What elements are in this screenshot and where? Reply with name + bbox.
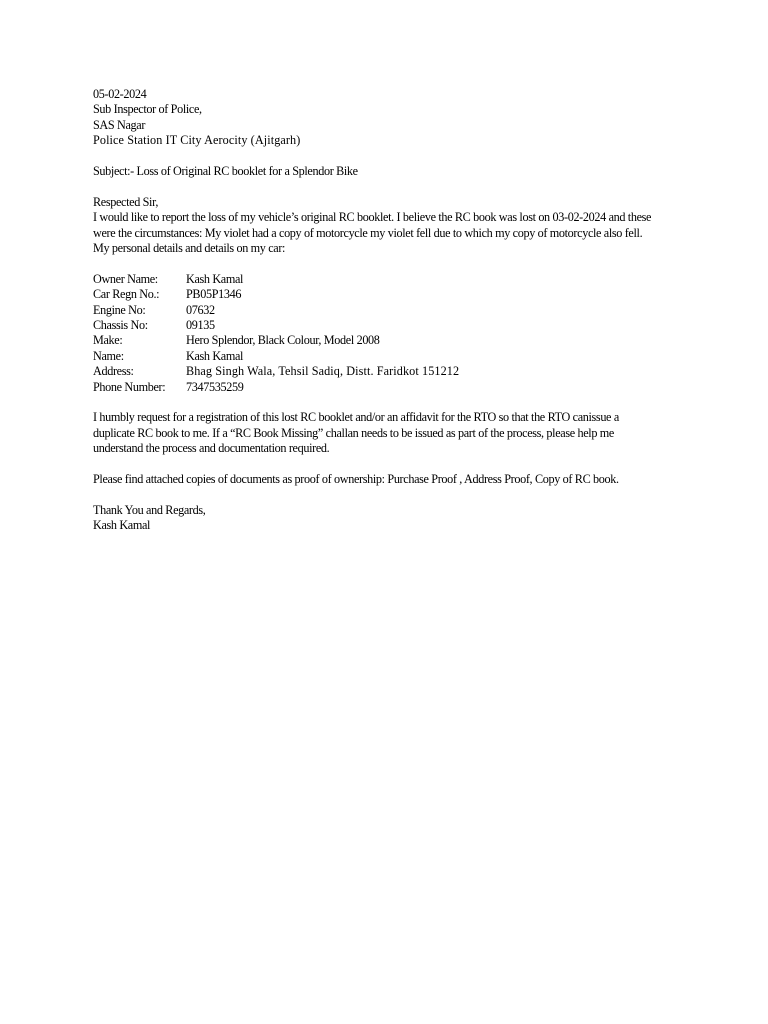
spacer xyxy=(93,395,663,410)
detail-row-chassis-no xyxy=(93,318,663,333)
letter-date: 05-02-2024 xyxy=(93,87,147,101)
detail-row-address xyxy=(93,364,663,379)
detail-value: Hero Splendor, Black Colour, Model 2008 xyxy=(186,333,380,348)
detail-label: Engine No: xyxy=(93,302,146,317)
detail-row-name xyxy=(93,349,663,364)
detail-value: 7347535259 xyxy=(186,379,244,394)
detail-row-make xyxy=(93,333,663,348)
detail-row-phone xyxy=(93,380,663,395)
spacer xyxy=(93,149,663,164)
spacer xyxy=(93,256,663,271)
detail-label: Address: xyxy=(93,364,134,379)
body-paragraph-2: I humbly request for a registration of this lost RC booklet and/or an affidavit for the RTO so that the RTO canissue a duplicate RC book to me. If a “RC Book Missing” challan needs to be issued as part of the process, please help me understand the process and documentation required. xyxy=(93,410,619,456)
detail-label: Phone Number: xyxy=(93,379,166,394)
detail-row-engine-no xyxy=(93,303,663,318)
detail-value: 07632 xyxy=(186,302,215,317)
detail-label: Name: xyxy=(93,348,124,363)
details-intro: My personal details and details on my car: xyxy=(93,241,286,256)
details-list xyxy=(93,272,663,395)
detail-value: Kash Kamal xyxy=(186,271,244,286)
recipient-location: SAS Nagar xyxy=(93,117,146,132)
detail-value: 09135 xyxy=(186,318,215,333)
detail-value: Kash Kamal xyxy=(186,348,244,363)
letter-subject: Subject:- Loss of Original RC booklet for a Splendor Bike xyxy=(93,164,358,179)
body-paragraph-1: I would like to report the loss of my vehicle’s original RC booklet. I believe the RC book was lost on 03-02-2024 and these were the circumstances: My violet had a copy of motorcycle my violet fell due to which my copy of motorcycle also fell. xyxy=(93,210,652,240)
detail-value: PB05P1346 xyxy=(186,287,242,302)
recipient-title: Sub Inspector of Police, xyxy=(93,102,202,117)
spacer xyxy=(93,457,663,472)
detail-label: Owner Name: xyxy=(93,271,158,286)
letter-body xyxy=(93,87,663,534)
body-paragraph-3: Please find attached copies of documents as proof of ownership: Purchase Proof , Address Proof, Copy of RC book. xyxy=(93,472,619,487)
recipient-police-station: Police Station IT City Aerocity (Ajitgarh) xyxy=(93,133,301,148)
detail-label: Make: xyxy=(93,333,123,348)
spacer xyxy=(93,179,663,194)
spacer xyxy=(93,487,663,502)
detail-label: Car Regn No.: xyxy=(93,287,160,302)
signature-name: Kash Kamal xyxy=(93,518,151,533)
detail-label: Chassis No: xyxy=(93,318,148,333)
detail-row-regn-no xyxy=(93,287,663,302)
closing: Thank You and Regards, xyxy=(93,502,206,517)
detail-row-owner-name xyxy=(93,272,663,287)
detail-value: Bhag Singh Wala, Tehsil Sadiq, Distt. Faridkot 151212 xyxy=(186,364,460,379)
salutation: Respected Sir, xyxy=(93,194,159,209)
